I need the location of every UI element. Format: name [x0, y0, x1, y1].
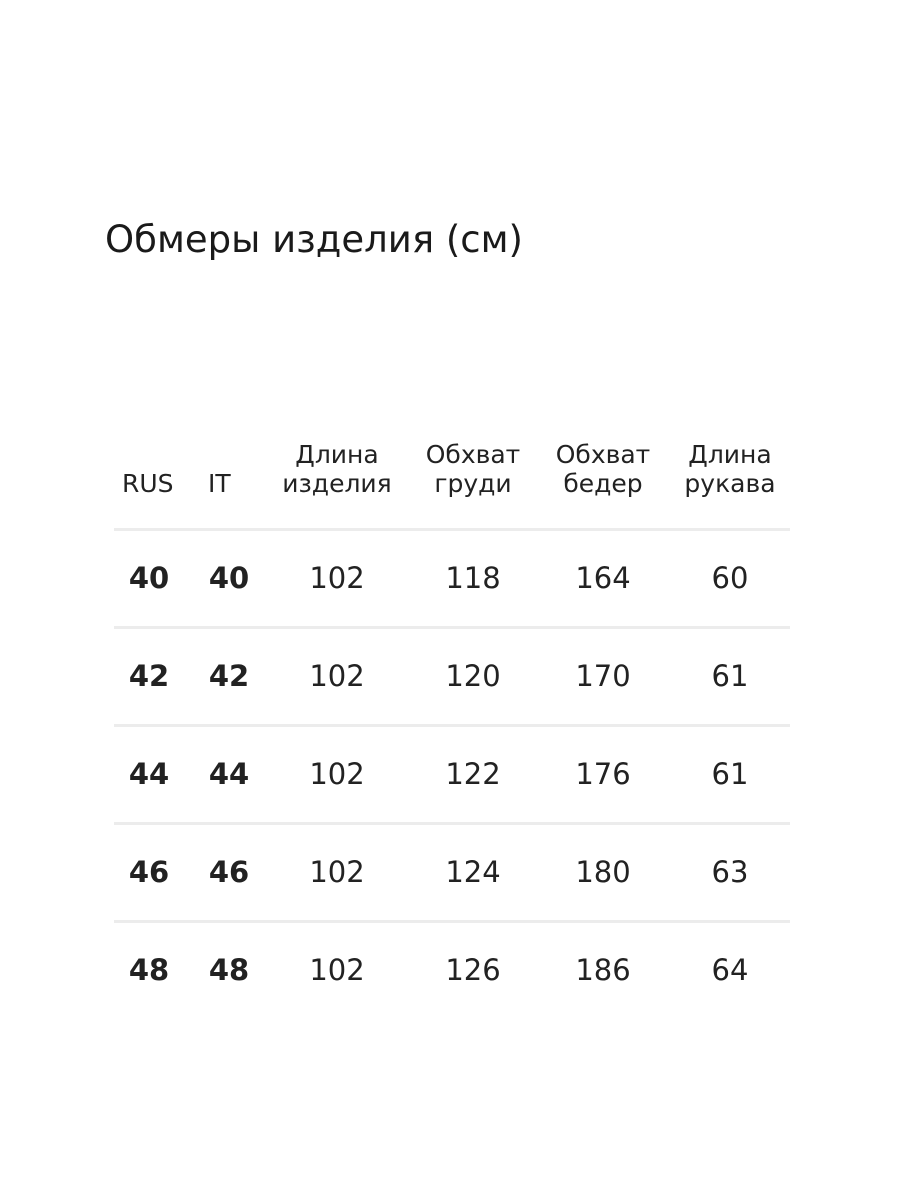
cell-chest: 126	[445, 953, 501, 987]
cell-it: 44	[208, 757, 250, 791]
cell-it: 48	[208, 953, 250, 987]
table-row	[114, 629, 790, 727]
cell-it: 40	[208, 561, 250, 595]
cell-sleeve: 61	[711, 757, 749, 791]
table-row	[114, 825, 790, 923]
header-sleeve-line2: рукава	[684, 469, 776, 498]
header-length-line1: Длина	[295, 440, 379, 469]
cell-rus: 42	[128, 659, 170, 693]
header-length-line2: изделия	[282, 469, 392, 498]
cell-it: 42	[208, 659, 250, 693]
header-chest-line1: Обхват	[425, 440, 521, 469]
table-row	[114, 531, 790, 629]
cell-rus: 46	[128, 855, 170, 889]
header-hips-line2: бедер	[563, 469, 643, 498]
cell-hips: 186	[575, 953, 631, 987]
cell-hips: 180	[575, 855, 631, 889]
table-header-row	[114, 440, 790, 531]
cell-hips: 170	[575, 659, 631, 693]
cell-length: 102	[309, 561, 365, 595]
cell-hips: 164	[575, 561, 631, 595]
header-rus-label: RUS	[122, 469, 174, 498]
cell-sleeve: 61	[711, 659, 749, 693]
header-sleeve-line1: Длина	[688, 440, 772, 469]
cell-chest: 120	[445, 659, 501, 693]
cell-sleeve: 60	[711, 561, 749, 595]
header-chest-line2: груди	[434, 469, 512, 498]
cell-rus: 48	[128, 953, 170, 987]
header-it	[194, 440, 264, 528]
header-chest	[410, 440, 536, 528]
cell-it: 46	[208, 855, 250, 889]
cell-chest: 122	[445, 757, 501, 791]
header-it-label: IT	[208, 469, 231, 498]
cell-chest: 124	[445, 855, 501, 889]
header-length	[274, 440, 400, 528]
header-hips	[540, 440, 666, 528]
cell-sleeve: 63	[711, 855, 749, 889]
cell-length: 102	[309, 855, 365, 889]
header-sleeve	[670, 440, 790, 528]
cell-length: 102	[309, 953, 365, 987]
cell-chest: 118	[445, 561, 501, 595]
cell-rus: 40	[128, 561, 170, 595]
cell-length: 102	[309, 757, 365, 791]
header-rus	[114, 440, 184, 528]
cell-hips: 176	[575, 757, 631, 791]
header-hips-line1: Обхват	[555, 440, 651, 469]
cell-length: 102	[309, 659, 365, 693]
size-table	[114, 440, 790, 1018]
table-row	[114, 727, 790, 825]
cell-sleeve: 64	[711, 953, 749, 987]
cell-rus: 44	[128, 757, 170, 791]
table-row	[114, 923, 790, 1018]
page-title: Обмеры изделия (см)	[105, 218, 523, 261]
